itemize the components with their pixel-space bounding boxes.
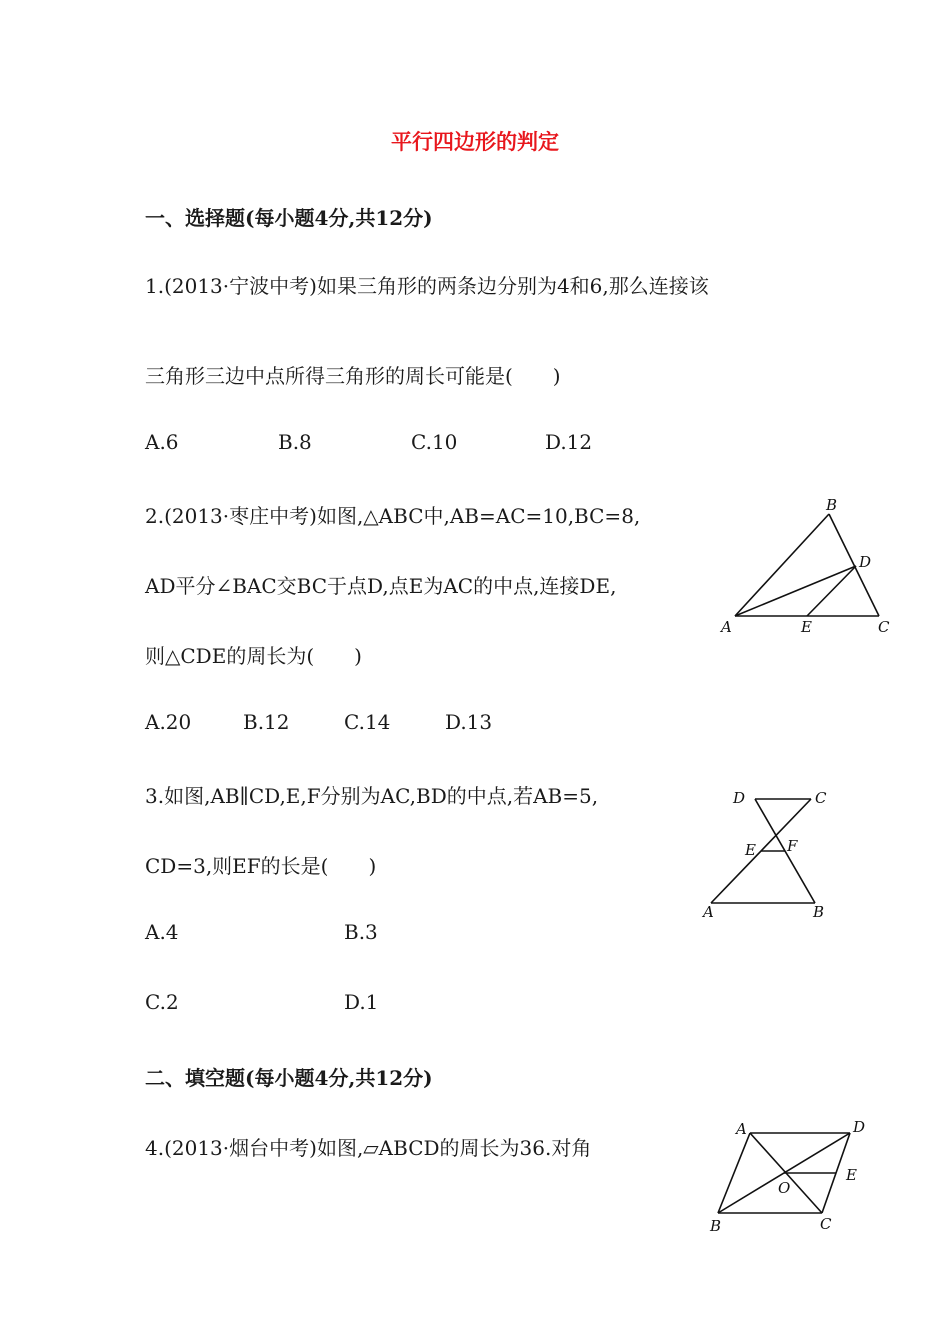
q4-parallelogram-figure [700,1115,880,1240]
q1-option-b[interactable]: B.8 [278,430,312,454]
label-e: E [846,1166,857,1184]
label-o: O [778,1179,791,1197]
segment-bc [829,514,879,616]
segment-ab [735,514,829,616]
label-b: B [826,496,838,514]
q1-option-c[interactable]: C.10 [411,430,458,454]
q3-text-line1: 3.如图,AB∥CD,E,F分别为AC,BD的中点,若AB=5, [145,784,599,808]
q1-option-d[interactable]: D.12 [545,430,593,454]
label-b: B [710,1217,722,1235]
label-e: E [745,841,756,859]
q3-option-d[interactable]: D.1 [344,990,379,1014]
label-d: D [853,1118,866,1136]
segment-ad [735,566,856,616]
q2-option-d[interactable]: D.13 [445,710,493,734]
q1-option-a[interactable]: A.6 [145,430,179,454]
section-heading-fill: 二、填空题(每小题4分,共12分) [145,1066,433,1090]
label-a: A [721,618,732,636]
page-title: 平行四边形的判定 [391,129,559,154]
label-e: E [801,618,812,636]
q3-trapezoid-figure [695,785,845,925]
q2-option-a[interactable]: A.20 [145,710,192,734]
q2-text-line2: AD平分∠BAC交BC于点D,点E为AC的中点,连接DE, [145,574,617,598]
q4-text-line1: 4.(2013·烟台中考)如图,▱ABCD的周长为36.对角 [145,1136,592,1160]
label-d: D [859,553,872,571]
q3-text-line2: CD=3,则EF的长是( ) [145,854,377,878]
q2-option-c[interactable]: C.14 [344,710,391,734]
q3-option-c[interactable]: C.2 [145,990,179,1014]
label-a: A [736,1120,747,1138]
label-b: B [813,903,825,921]
q2-text-line1: 2.(2013·枣庄中考)如图,△ABC中,AB=AC=10,BC=8, [145,504,641,528]
segment-de [807,566,856,616]
label-c: C [878,618,890,636]
q3-option-a[interactable]: A.4 [145,920,179,944]
section-heading-choice: 一、选择题(每小题4分,共12分) [145,206,433,230]
q1-text-line2: 三角形三边中点所得三角形的周长可能是( ) [145,364,561,388]
q1-text-line1: 1.(2013·宁波中考)如果三角形的两条边分别为4和6,那么连接该 [145,274,709,298]
label-a: A [703,903,714,921]
label-f: F [787,837,798,855]
q3-option-b[interactable]: B.3 [344,920,378,944]
q2-triangle-figure [715,490,905,640]
label-c: C [820,1215,832,1233]
q2-option-b[interactable]: B.12 [243,710,290,734]
label-c: C [815,789,827,807]
q2-text-line3: 则△CDE的周长为( ) [145,644,362,668]
segment-ab [718,1133,750,1213]
label-d: D [733,789,746,807]
